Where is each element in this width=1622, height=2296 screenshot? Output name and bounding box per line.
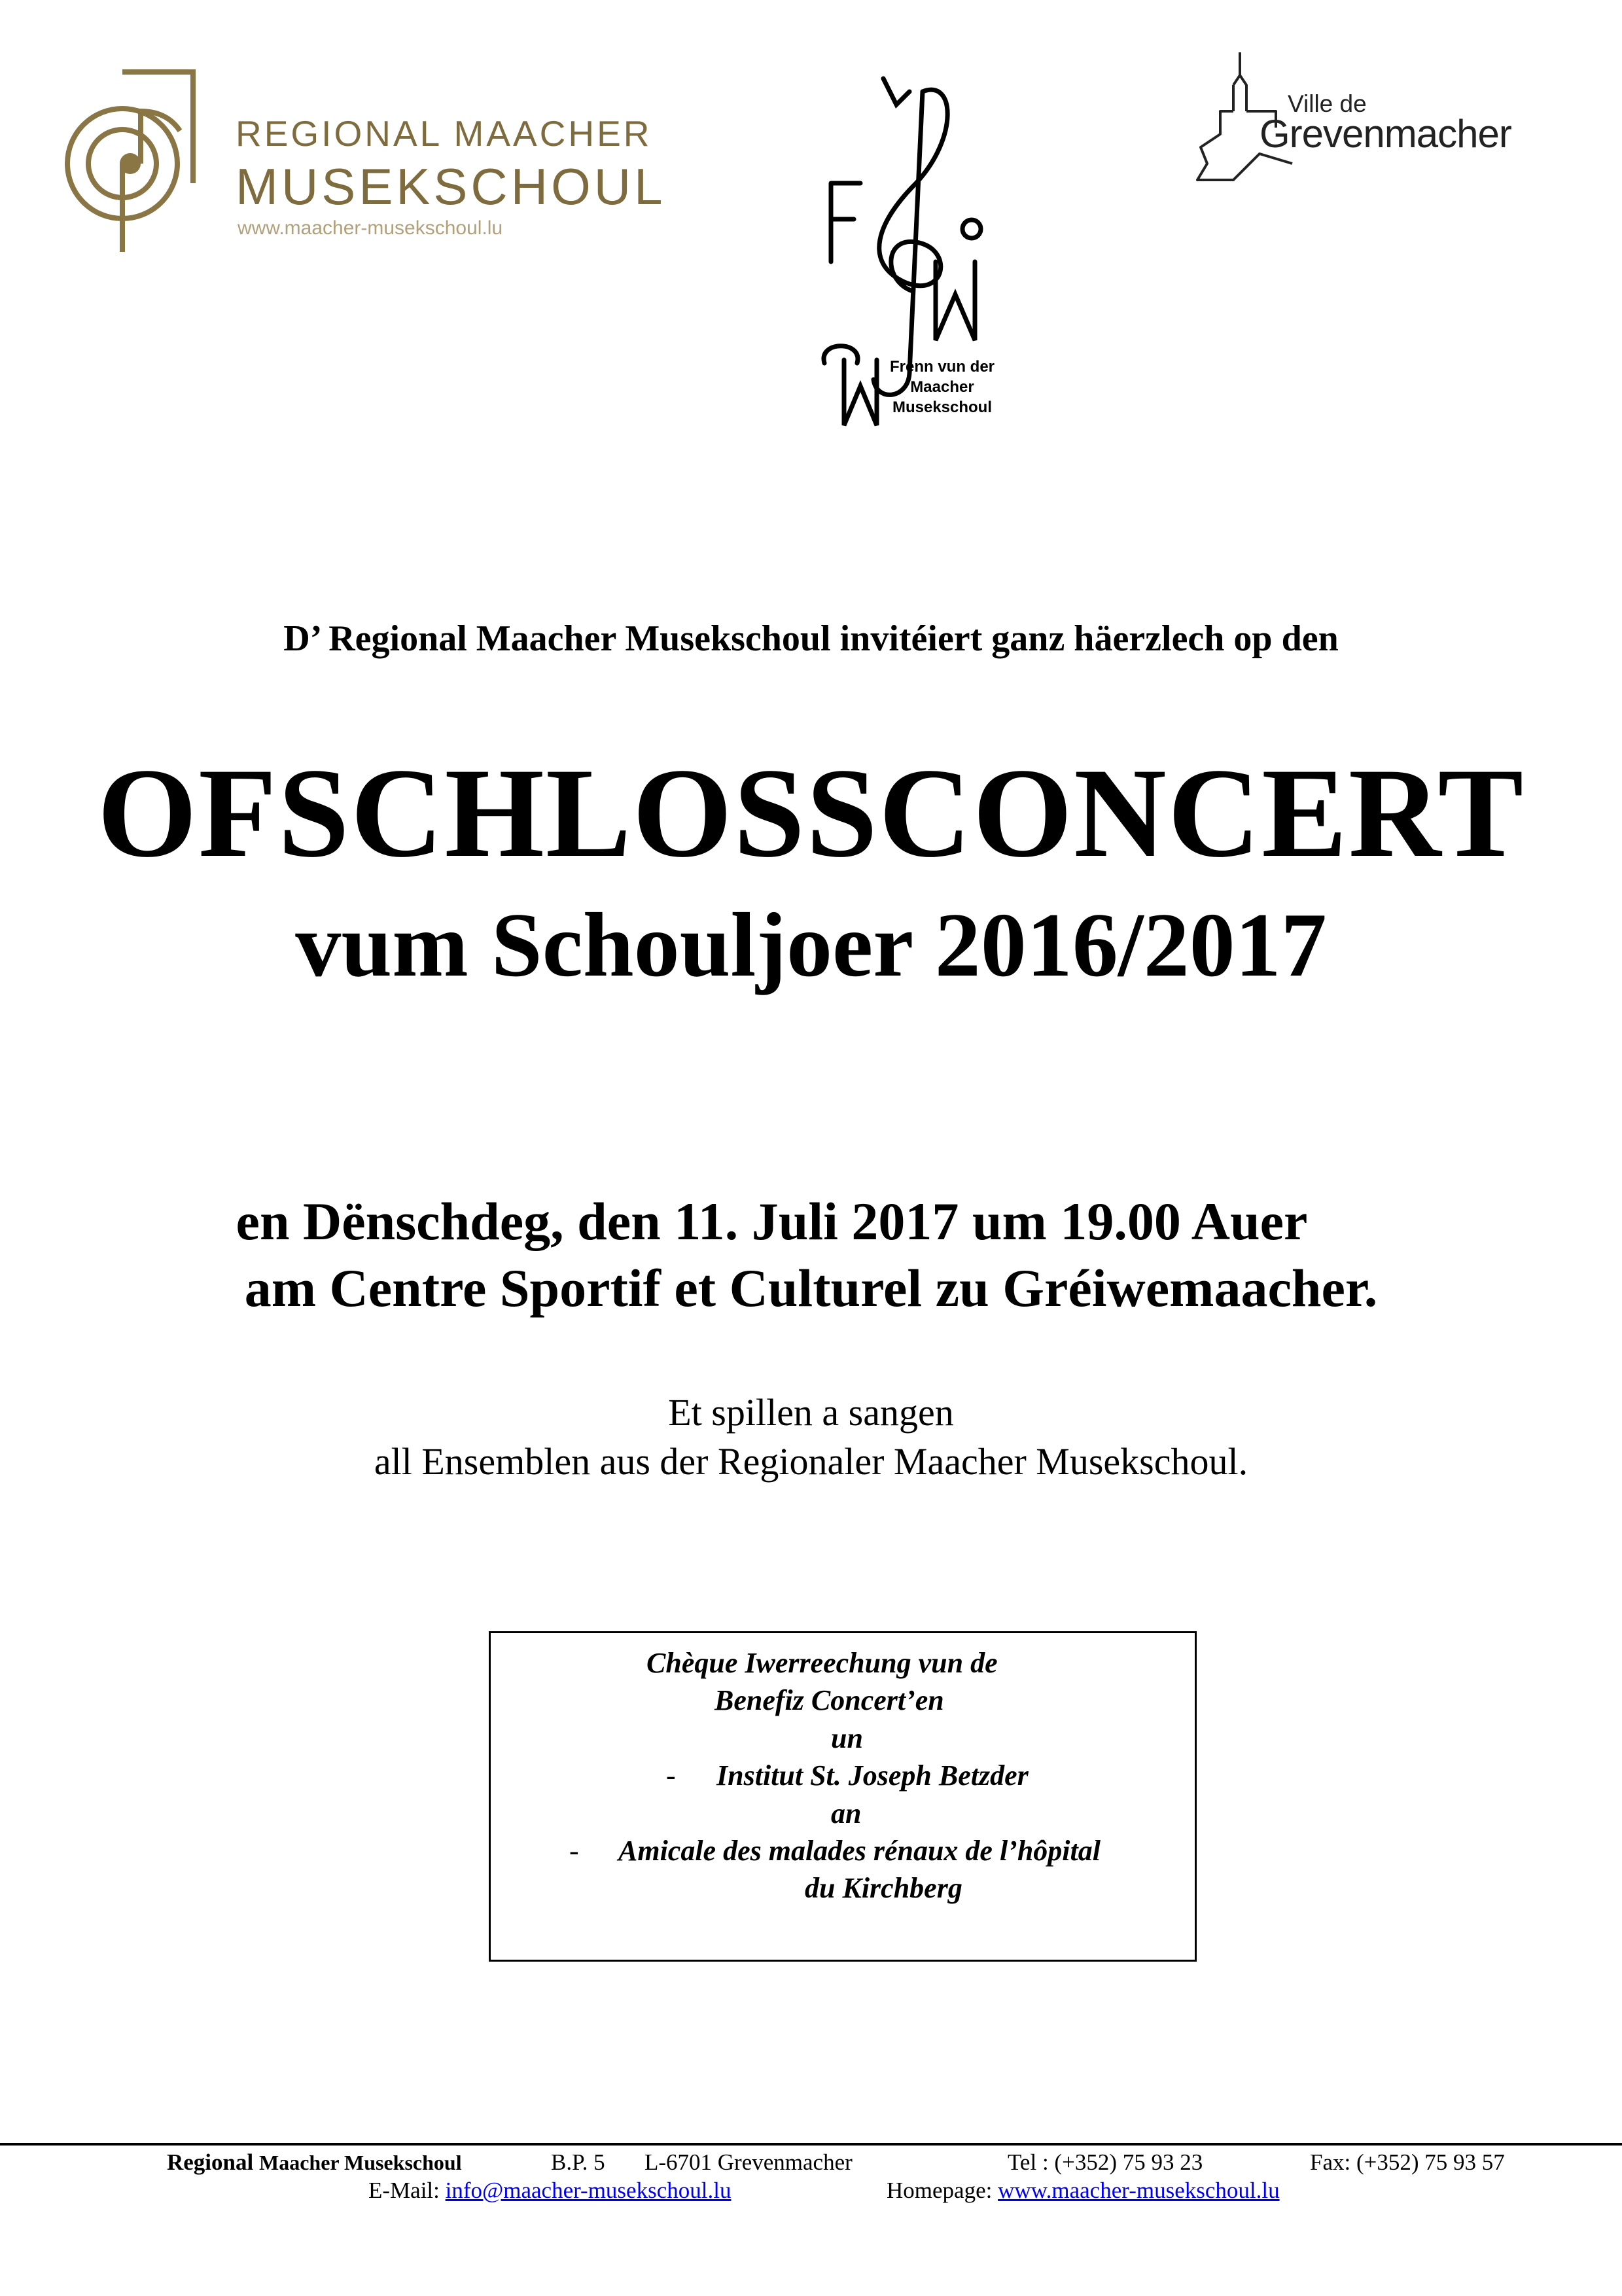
event-details: [0, 1191, 1622, 1319]
musekschoul-logo-website: www.maacher-musekschoul.lu: [238, 217, 503, 239]
footer-fax: Fax: (+352) 75 93 57: [1310, 2149, 1505, 2175]
footer-divider: [0, 2143, 1622, 2146]
footer-homepage-link[interactable]: www.maacher-musekschoul.lu: [998, 2178, 1280, 2203]
footer-email-label: E-Mail:: [368, 2178, 440, 2203]
footer-email-link[interactable]: info@maacher-musekschoul.lu: [445, 2178, 732, 2203]
footer-org-rest: Maacher Musekschoul: [258, 2151, 462, 2174]
notice-line1: Chèque Iwerreechung vun de: [646, 1647, 998, 1679]
invitation-intro: D’ Regional Maacher Musekschoul invitéiert ganz häerzlech op den: [283, 618, 1339, 659]
performers-line2: all Ensemblen aus der Regionaler Maacher Musekschoul.: [374, 1440, 1248, 1483]
notice-item1: Institut St. Joseph Betzder: [716, 1759, 1029, 1792]
footer-tel: Tel : (+352) 75 93 23: [1008, 2149, 1203, 2175]
notice-bullet-2: -: [569, 1835, 579, 1867]
frenn-logo-line3: Musekschoul: [892, 398, 993, 416]
footer-bp: B.P. 5: [551, 2149, 605, 2175]
frenn-logo-line2: Maacher: [910, 378, 974, 396]
notice-item2-continued: du Kirchberg: [805, 1872, 962, 1904]
notice-line4: an: [831, 1797, 862, 1829]
event-date: en Dënschdeg, den 11. Juli 2017 um 19.00 Auer: [236, 1192, 1308, 1251]
performers-line1: Et spillen a sangen: [668, 1391, 954, 1434]
musekschoul-logo-line2: MUSEKSCHOUL: [236, 158, 666, 215]
frenn-logo-text: [883, 357, 1001, 417]
footer-org: [167, 2149, 462, 2176]
musekschoul-logo-line1: REGIONAL MAACHER: [236, 113, 652, 154]
notice-line3: un: [831, 1722, 863, 1754]
cheque-notice-box: [489, 1631, 1197, 1962]
notice-item2: Amicale des malades rénaux de l’hôpital: [618, 1835, 1101, 1867]
footer-email: [368, 2178, 731, 2204]
musekschoul-emblem-icon: [62, 65, 203, 255]
concert-subtitle: vum Schouljoer 2016/2017: [295, 894, 1327, 996]
grevenmacher-logo-small: Ville de: [1288, 90, 1367, 117]
footer-homepage-label: Homepage:: [887, 2178, 993, 2203]
footer-org-bold: Regional: [167, 2149, 254, 2175]
concert-title: OFSCHLOSSCONCERT: [97, 742, 1525, 884]
footer-address: L-6701 Grevenmacher: [644, 2149, 853, 2175]
grevenmacher-logo-big: Grevenmacher: [1260, 112, 1511, 156]
frenn-logo-line1: Frenn vun der: [889, 358, 995, 376]
event-venue: am Centre Sportif et Culturel zu Gréiwemaacher.: [244, 1258, 1378, 1318]
notice-line2: Benefiz Concert’en: [714, 1684, 944, 1716]
footer-homepage: [887, 2178, 1280, 2204]
notice-bullet-1: -: [666, 1759, 676, 1792]
